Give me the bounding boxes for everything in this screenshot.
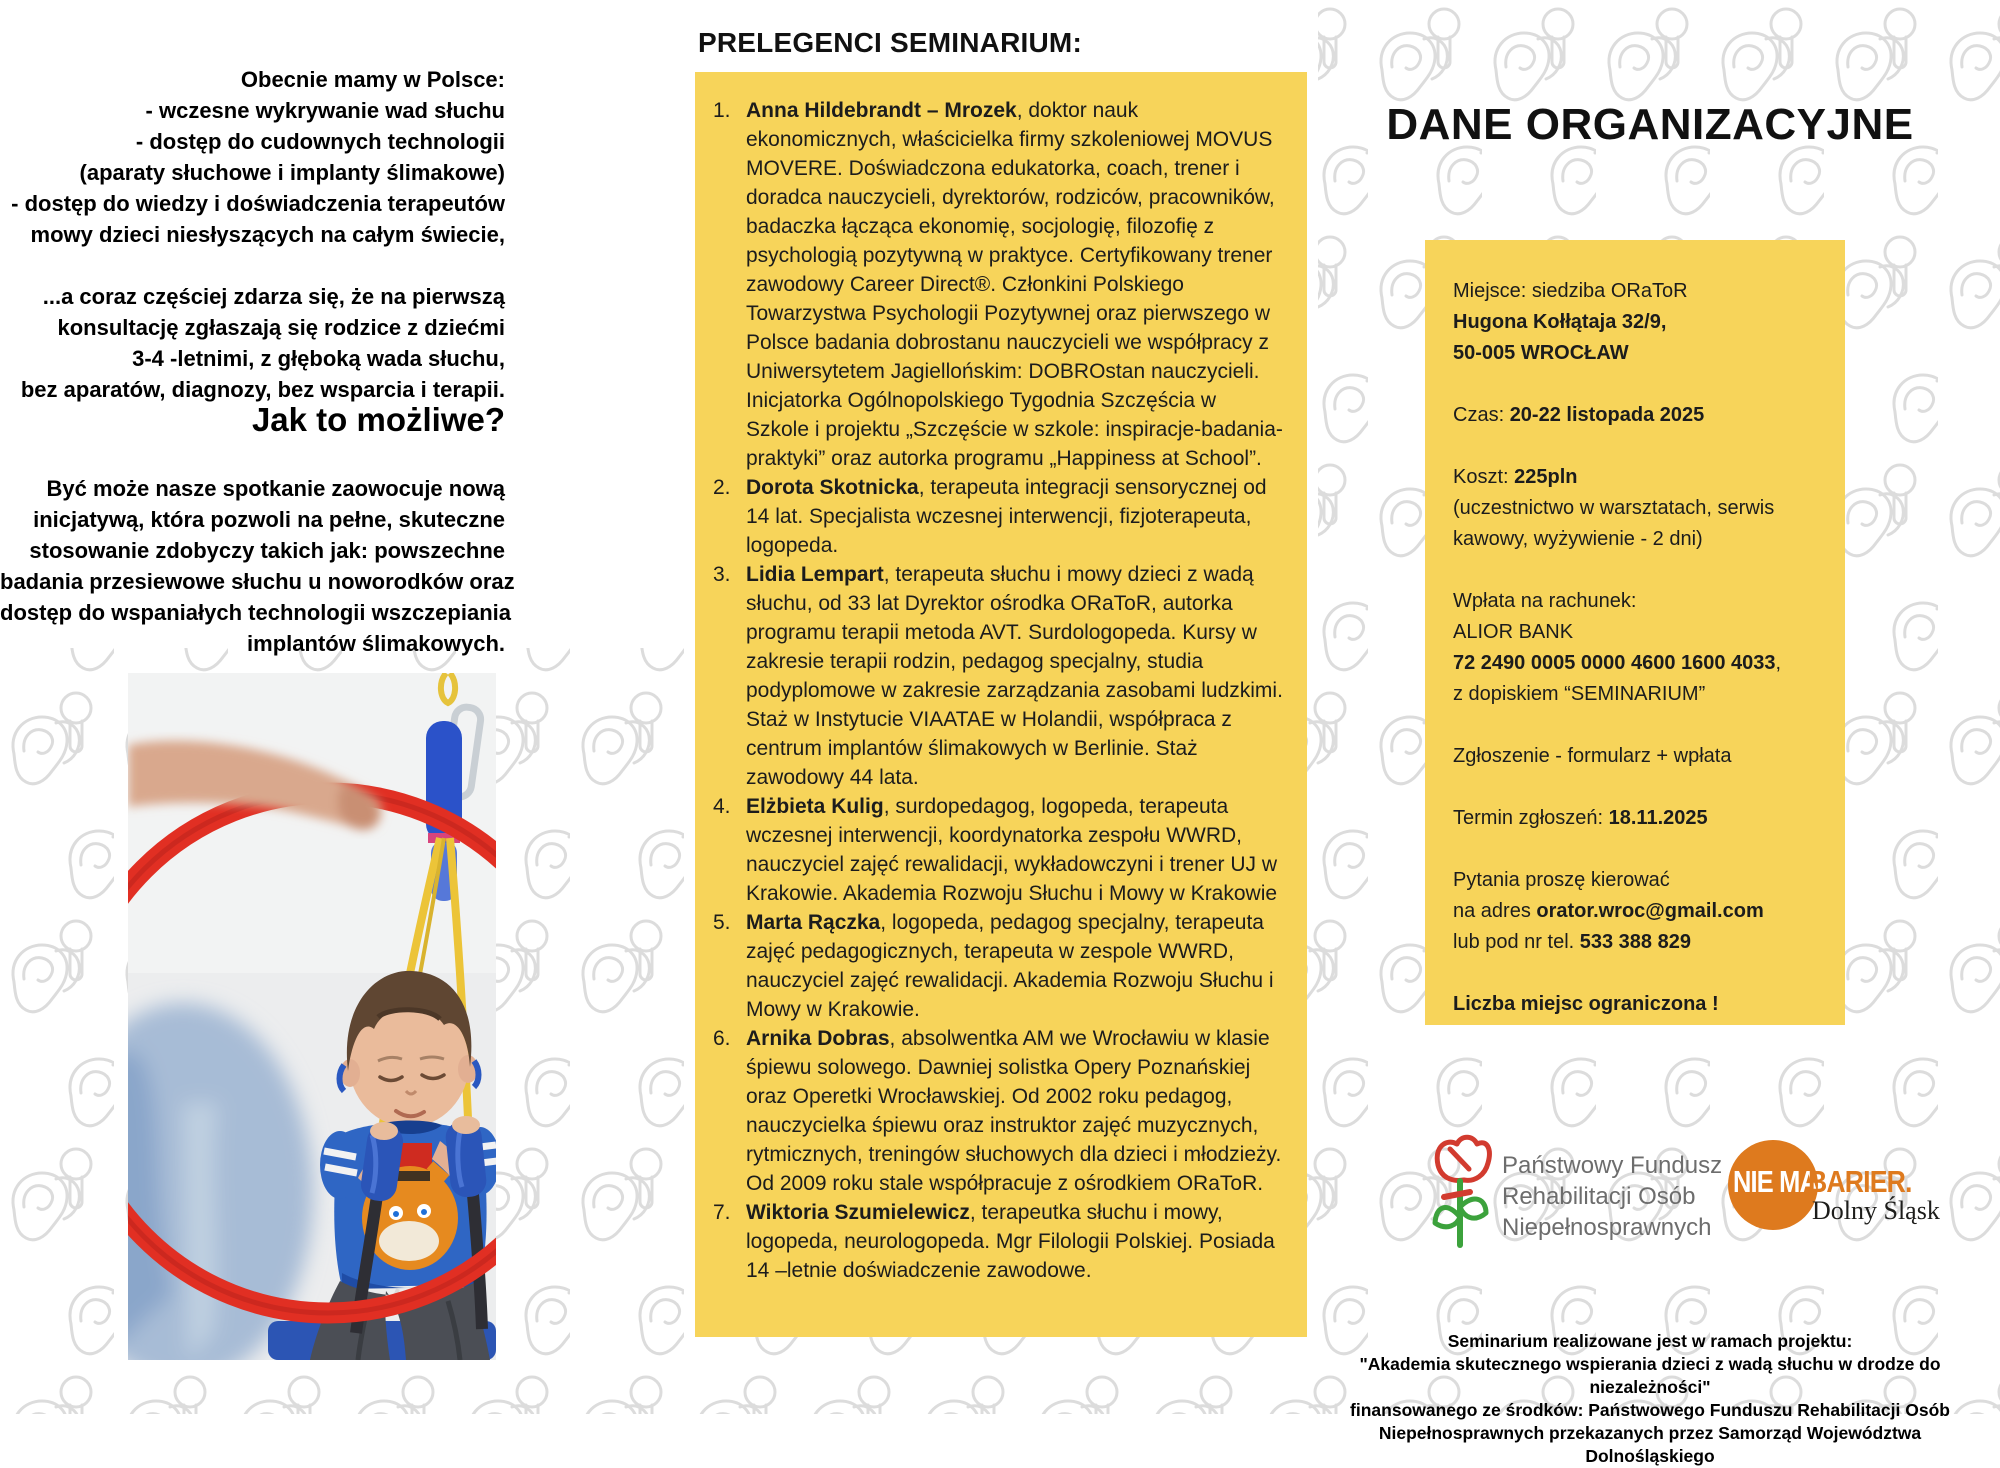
org-email-line: na adres orator.wroc@gmail.com xyxy=(1453,900,1764,922)
speaker-item xyxy=(713,792,1283,908)
org-limited-seats: Liczba miejsc ograniczona ! xyxy=(1453,993,1719,1015)
org-date: Czas: 20-22 listopada 2025 xyxy=(1453,404,1705,426)
pfron-logo xyxy=(1428,1133,1494,1268)
org-deadline: Termin zgłoszeń: 18.11.2025 xyxy=(1453,807,1708,829)
speakers-heading: PRELEGENCI SEMINARIUM: xyxy=(698,27,1082,58)
hope-line: inicjatywą, która pozwoli na pełne, skuteczne xyxy=(33,507,505,532)
intro-line: mowy dzieci niesłyszących na całym świecie, xyxy=(30,222,505,247)
speaker-desc: , terapeuta słuchu i mowy dzieci z wadą słuchu, od 33 lat Dyrektor ośrodka ORaToR, autorka programu terapii metoda AVT. Surdologopeda. Kursy w zakresie terapii rodzin, pedagog specjalny, studia podyplomowe w zakresie zarządzania zasobami ludzkimi. Staż w Instytucie VIAATAE w Holandii, współpraca z centrum implantów ślimakowych w Berlinie. Staż zawodowy 44 lata. xyxy=(746,563,1283,789)
speaker-number: 3. xyxy=(713,563,731,586)
footer-line: Seminarium realizowane jest w ramach projektu: xyxy=(1447,1331,1853,1351)
org-cost-note: (uczestnictwo w warsztatach, serwis xyxy=(1453,497,1775,519)
hope-line: badania przesiewowe słuchu u noworodków oraz xyxy=(0,569,515,594)
footer-line: Niepełnosprawnych przekazanych przez Samorząd Województwa Dolnośląskiego xyxy=(1378,1423,1922,1466)
intro-line: - dostęp do cudownych technologii xyxy=(135,129,505,154)
speaker-name: Marta Rączka xyxy=(746,911,881,934)
niemabarier-text-white: NIE MA xyxy=(1733,1164,1818,1199)
intro-line: (aparaty słuchowe i implanty ślimakowe) xyxy=(79,160,505,185)
niemabarier-text-orange: BARIER. xyxy=(1808,1164,1912,1199)
org-heading: DANE ORGANIZACYJNE xyxy=(1386,100,1914,149)
org-bank-name: ALIOR BANK xyxy=(1453,621,1574,643)
org-registration: Zgłoszenie - formularz + wpłata xyxy=(1453,745,1732,767)
speaker-number: 2. xyxy=(713,476,731,499)
pfron-text-line: Państwowy Fundusz xyxy=(1502,1152,1723,1179)
pfron-tulip-icon xyxy=(1428,1133,1494,1263)
hope-line: Być może nasze spotkanie zaowocuje nową xyxy=(46,476,505,501)
speaker-item xyxy=(713,560,1283,792)
speaker-name: Dorota Skotnicka xyxy=(746,476,919,499)
child-photo xyxy=(128,673,496,1360)
intro-line: - dostęp do wiedzy i doświadczenia terapeutów xyxy=(11,191,505,216)
speaker-item xyxy=(713,908,1283,1024)
speaker-name: Elżbieta Kulig xyxy=(746,795,884,818)
problem-line: 3-4 -letnimi, z głęboką wada słuchu, xyxy=(132,346,505,371)
speaker-number: 1. xyxy=(713,99,731,122)
speaker-item xyxy=(713,1198,1283,1285)
speaker-name: Anna Hildebrandt – Mrozek xyxy=(746,99,1017,122)
org-address-city: 50-005 WROCŁAW xyxy=(1453,342,1629,364)
niemabarier-logo xyxy=(1728,1132,1968,1247)
hope-line: dostęp do wspaniałych technologii wszczepiania xyxy=(0,600,511,625)
org-payment-label: Wpłata na rachunek: xyxy=(1453,590,1637,612)
hope-line: stosowanie zdobyczy takich jak: powszechne xyxy=(29,538,505,563)
org-account-number: 72 2490 0005 0000 4600 1600 4033, xyxy=(1453,652,1782,674)
org-address-street: Hugona Kołłątaja 32/9, xyxy=(1453,311,1667,333)
speaker-number: 7. xyxy=(713,1201,731,1224)
left-question xyxy=(0,400,505,440)
question-line: Jak to możliwe? xyxy=(251,401,505,438)
speaker-item xyxy=(713,96,1283,473)
left-hope-paragraph xyxy=(0,473,515,659)
problem-line: ...a coraz częściej zdarza się, że na pierwszą xyxy=(42,284,505,309)
footer-line: finansowanego ze środków: Państwowego Funduszu Rehabilitacji Osób xyxy=(1350,1400,1950,1420)
speaker-desc: , terapeutka słuchu i mowy, logopeda, neurologopeda. Mgr Filologii Polskiej. Posiada 14 –letnie doświadczenie zawodowe. xyxy=(746,1201,1275,1282)
speaker-number: 6. xyxy=(713,1027,731,1050)
speaker-number: 4. xyxy=(713,795,731,818)
pfron-text-line: Niepełnosprawnych xyxy=(1502,1214,1712,1241)
speaker-desc: , logopeda, pedagog specjalny, terapeuta zajęć pedagogicznych, terapeuta w zespole WWRD, nauczyciel zajęć rewalidacji. Akademia Rozwoju Słuchu i Mowy w Krakowie. xyxy=(746,911,1274,1021)
speaker-name: Wiktoria Szumielewicz xyxy=(746,1201,970,1224)
hope-line: implantów ślimakowych. xyxy=(247,631,505,656)
left-problem-paragraph xyxy=(0,281,505,405)
speaker-desc: , doktor nauk ekonomicznych, właścicielka firmy szkoleniowej MOVUS MOVERE. Doświadczona edukatorka, coach, trener i doradca nauczycieli, dyrektorów, rodziców, pracowników, badaczka łącząca ekonomię, socjologię, filozofię z psychologią pozytywną w praktyce. Certyfikowany trener zawodowy Career Direct®. Członkini Polskiego Towarzystwa Psychologii Pozytywnej oraz pierwszego w Polsce badania dobrostanu nauczycieli we współpracy z Uniwersytetem Jagiellońskim: DOBROstan nauczycieli. Inicjatorka Ogólnopolskiego Tygodnia Szczęścia w Szkole i projektu „Szczęście w szkole: inspiracje-badania-praktyki” oraz autorka programu „Happiness at School”. xyxy=(746,99,1283,470)
intro-line: Obecnie mamy w Polsce: xyxy=(240,67,505,92)
project-footer xyxy=(1320,1330,1980,1468)
speaker-desc: , absolwentka AM we Wrocławiu w klasie śpiewu solowego. Dawniej solistka Opery Poznańskiej oraz Operetki Wrocławskiej. Od 2002 roku pedagog, nauczycielka śpiewu oraz instruktor zajęć muzycznych, rytmicznych, treningów słuchowych dla dzieci i młodzieży. Od 2009 roku stale współpracuje z ośrodkiem ORaToR. xyxy=(746,1027,1282,1195)
footer-line: "Akademia skutecznego wspierania dzieci z wadą słuchu w drodze do niezależności" xyxy=(1359,1354,1941,1397)
problem-line: konsultację zgłaszają się rodzice z dziećmi xyxy=(57,315,505,340)
pfron-logo-text xyxy=(1502,1150,1722,1243)
speaker-item xyxy=(713,473,1283,560)
speakers-box xyxy=(695,72,1307,1337)
org-email: orator.wroc@gmail.com xyxy=(1536,900,1764,922)
speaker-number: 5. xyxy=(713,911,731,934)
org-questions: Pytania proszę kierować xyxy=(1453,869,1670,891)
org-cost-note: kawowy, wyżywienie - 2 dni) xyxy=(1453,528,1703,550)
speaker-desc: , terapeuta integracji sensorycznej od 14 lat. Specjalista wczesnej interwencji, fizjoterapeuta, logopeda. xyxy=(746,476,1267,557)
speaker-name: Lidia Lempart xyxy=(746,563,884,586)
org-info-box xyxy=(1425,240,1845,1025)
left-intro-paragraph xyxy=(0,64,505,250)
org-cost: Koszt: 225pln xyxy=(1453,466,1578,488)
org-place: Miejsce: siedziba ORaToR xyxy=(1453,280,1688,302)
pfron-text-line: Rehabilitacji Osób xyxy=(1502,1183,1696,1210)
problem-line: bez aparatów, diagnozy, bez wsparcia i terapii. xyxy=(20,377,505,402)
org-payment-title: z dopiskiem “SEMINARIUM” xyxy=(1453,683,1706,705)
org-phone: 533 388 829 xyxy=(1579,931,1691,953)
org-phone-line: lub pod nr tel. 533 388 829 xyxy=(1453,931,1691,953)
speaker-item xyxy=(713,1024,1283,1198)
niemabarier-subtitle: Dolny Śląsk xyxy=(1812,1196,1940,1225)
intro-line: - wczesne wykrywanie wad słuchu xyxy=(145,98,505,123)
speaker-name: Arnika Dobras xyxy=(746,1027,890,1050)
speaker-desc: , surdopedagog, logopeda, terapeuta wczesnej interwencji, koordynatorka zespołu WWRD, nauczyciel zajęć rewalidacji, wykładowczyni i trener UJ w Krakowie. Akademia Rozwoju Słuchu i Mowy w Krakowie xyxy=(746,795,1278,905)
